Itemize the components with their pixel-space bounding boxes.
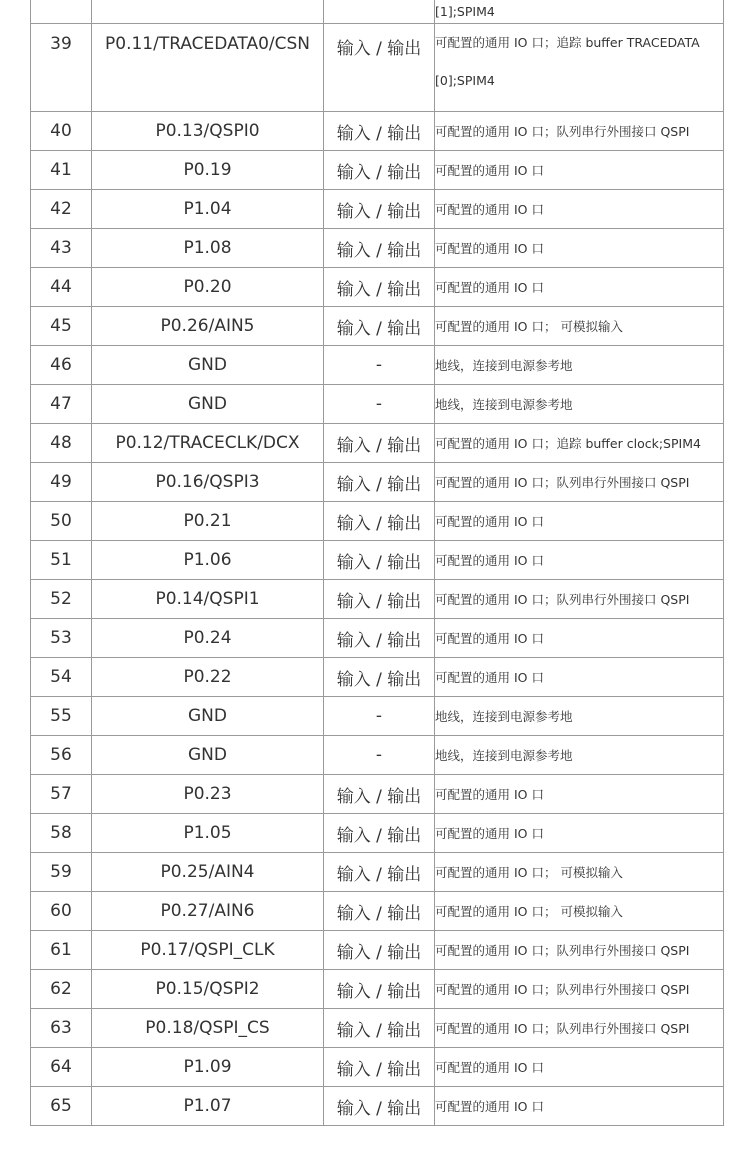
pin-desc-cell: 可配置的通用 IO 口 — [435, 541, 724, 580]
pin-number-cell: 61 — [31, 931, 92, 970]
pin-type-cell: - — [324, 385, 435, 424]
pin-type-cell: 输入 / 输出 — [324, 658, 435, 697]
table-row — [31, 541, 724, 580]
pin-number-cell: 45 — [31, 307, 92, 346]
pin-type-cell: 输入 / 输出 — [324, 463, 435, 502]
pin-number-cell: 57 — [31, 775, 92, 814]
pin-name-cell: GND — [92, 736, 324, 775]
table-row — [31, 970, 724, 1009]
pin-desc-cell: 地线，连接到电源参考地 — [435, 697, 724, 736]
table-row — [31, 931, 724, 970]
pin-number-cell: 41 — [31, 151, 92, 190]
pin-type-cell: 输入 / 输出 — [324, 892, 435, 931]
pin-name-cell: P0.16/QSPI3 — [92, 463, 324, 502]
pin-desc-line-1: 可配置的通用 IO 口；追踪 buffer TRACEDATA — [435, 35, 700, 50]
table-row — [31, 190, 724, 229]
pin-name-cell: P0.21 — [92, 502, 324, 541]
pin-desc-cell: 可配置的通用 IO 口 — [435, 619, 724, 658]
pin-desc-cell: 可配置的通用 IO 口；追踪 buffer clock;SPIM4 — [435, 424, 724, 463]
pin-desc-cell: 可配置的通用 IO 口 — [435, 190, 724, 229]
pin-type-cell: 输入 / 输出 — [324, 931, 435, 970]
pin-number-cell: 42 — [31, 190, 92, 229]
pin-name-cell: P1.09 — [92, 1048, 324, 1087]
pin-type-cell: 输入 / 输出 — [324, 580, 435, 619]
table-row — [31, 112, 724, 151]
table-row — [31, 775, 724, 814]
pin-desc-cell: 可配置的通用 IO 口 — [435, 775, 724, 814]
pin-type-cell: 输入 / 输出 — [324, 1048, 435, 1087]
pin-desc-cell: 可配置的通用 IO 口 — [435, 151, 724, 190]
pin-type-cell: 输入 / 输出 — [324, 307, 435, 346]
table-row — [31, 24, 724, 112]
pin-number-cell: 64 — [31, 1048, 92, 1087]
pin-type-cell: - — [324, 736, 435, 775]
pin-number-cell: 47 — [31, 385, 92, 424]
pin-name-cell: P0.27/AIN6 — [92, 892, 324, 931]
pin-type-cell: 输入 / 输出 — [324, 775, 435, 814]
pin-type-cell: 输入 / 输出 — [324, 970, 435, 1009]
pin-type-cell: 输入 / 输出 — [324, 619, 435, 658]
pin-name-cell: P1.08 — [92, 229, 324, 268]
table-row — [31, 151, 724, 190]
pin-number-cell: 51 — [31, 541, 92, 580]
pin-number-cell: 62 — [31, 970, 92, 1009]
table-row — [31, 463, 724, 502]
pin-desc-cell: 可配置的通用 IO 口 — [435, 229, 724, 268]
pin-name-cell — [92, 0, 324, 24]
pin-name-cell: P0.18/QSPI_CS — [92, 1009, 324, 1048]
pin-desc-cell: 可配置的通用 IO 口；队列串行外围接口 QSPI — [435, 970, 724, 1009]
pin-number-cell: 48 — [31, 424, 92, 463]
pin-desc-cell: 可配置的通用 IO 口 — [435, 814, 724, 853]
pin-type-cell: 输入 / 输出 — [324, 814, 435, 853]
pin-type-cell: 输入 / 输出 — [324, 151, 435, 190]
pin-desc-cell: 可配置的通用 IO 口；队列串行外围接口 QSPI — [435, 112, 724, 151]
pin-desc-cell: 可配置的通用 IO 口；队列串行外围接口 QSPI — [435, 931, 724, 970]
pin-name-cell: GND — [92, 697, 324, 736]
table-row — [31, 346, 724, 385]
pin-number-cell: 43 — [31, 229, 92, 268]
pin-desc-cell: 可配置的通用 IO 口 — [435, 1087, 724, 1126]
pin-name-cell: P0.13/QSPI0 — [92, 112, 324, 151]
pin-name-cell: P1.04 — [92, 190, 324, 229]
table-row — [31, 229, 724, 268]
pin-desc-cell: 可配置的通用 IO 口 — [435, 1048, 724, 1087]
table-row — [31, 307, 724, 346]
pin-type-cell: 输入 / 输出 — [324, 502, 435, 541]
pin-type-cell: 输入 / 输出 — [324, 1087, 435, 1126]
pin-number-cell — [31, 0, 92, 24]
pin-desc-cell: 可配置的通用 IO 口；队列串行外围接口 QSPI — [435, 580, 724, 619]
pin-desc-cell: 地线，连接到电源参考地 — [435, 736, 724, 775]
pin-desc-cell: 可配置的通用 IO 口； 可模拟输入 — [435, 853, 724, 892]
pin-number-cell: 55 — [31, 697, 92, 736]
pin-desc-cell: 地线，连接到电源参考地 — [435, 346, 724, 385]
pin-type-cell: 输入 / 输出 — [324, 853, 435, 892]
pin-type-cell: 输入 / 输出 — [324, 112, 435, 151]
pin-name-cell: P0.26/AIN5 — [92, 307, 324, 346]
pin-name-cell: P0.11/TRACEDATA0/CSN — [92, 24, 324, 112]
pin-type-cell: - — [324, 346, 435, 385]
table-row — [31, 619, 724, 658]
pin-desc-cell: 可配置的通用 IO 口；队列串行外围接口 QSPI — [435, 463, 724, 502]
pin-type-cell: 输入 / 输出 — [324, 424, 435, 463]
pin-type-cell: 输入 / 输出 — [324, 190, 435, 229]
table-row — [31, 580, 724, 619]
pin-name-cell: GND — [92, 346, 324, 385]
pin-number-cell: 39 — [31, 24, 92, 112]
pin-table — [30, 0, 724, 1126]
pin-number-cell: 63 — [31, 1009, 92, 1048]
pin-desc-cell — [435, 24, 724, 112]
pin-desc-line-2: [0];SPIM4 — [435, 73, 495, 88]
pin-number-cell: 53 — [31, 619, 92, 658]
pin-desc-cell: 可配置的通用 IO 口； 可模拟输入 — [435, 892, 724, 931]
pin-type-cell: 输入 / 输出 — [324, 1009, 435, 1048]
pin-type-cell: 输入 / 输出 — [324, 24, 435, 112]
pin-number-cell: 60 — [31, 892, 92, 931]
pin-desc-cell: 可配置的通用 IO 口； 可模拟输入 — [435, 307, 724, 346]
pin-name-cell: P0.17/QSPI_CLK — [92, 931, 324, 970]
table-row — [31, 1009, 724, 1048]
pin-name-cell: GND — [92, 385, 324, 424]
table-row — [31, 1048, 724, 1087]
pin-desc-cell: 地线，连接到电源参考地 — [435, 385, 724, 424]
pin-name-cell: P1.07 — [92, 1087, 324, 1126]
table-row — [31, 385, 724, 424]
pin-desc-cell: 可配置的通用 IO 口 — [435, 502, 724, 541]
pin-name-cell: P0.19 — [92, 151, 324, 190]
pin-name-cell: P1.05 — [92, 814, 324, 853]
pin-number-cell: 58 — [31, 814, 92, 853]
pin-name-cell: P0.14/QSPI1 — [92, 580, 324, 619]
pin-number-cell: 49 — [31, 463, 92, 502]
pin-name-cell: P1.06 — [92, 541, 324, 580]
pin-name-cell: P0.23 — [92, 775, 324, 814]
pin-number-cell: 46 — [31, 346, 92, 385]
table-row — [31, 424, 724, 463]
table-row — [31, 1087, 724, 1126]
pin-number-cell: 52 — [31, 580, 92, 619]
pin-name-cell: P0.22 — [92, 658, 324, 697]
pin-number-cell: 56 — [31, 736, 92, 775]
pin-number-cell: 59 — [31, 853, 92, 892]
table-row — [31, 736, 724, 775]
pin-type-cell — [324, 0, 435, 24]
pin-desc-cell: 可配置的通用 IO 口 — [435, 268, 724, 307]
pin-number-cell: 40 — [31, 112, 92, 151]
table-row — [31, 814, 724, 853]
pin-table-body — [31, 0, 724, 1126]
pin-type-cell: - — [324, 697, 435, 736]
table-row-partial — [31, 0, 724, 24]
pin-name-cell: P0.25/AIN4 — [92, 853, 324, 892]
pin-type-cell: 输入 / 输出 — [324, 541, 435, 580]
pin-name-cell: P0.15/QSPI2 — [92, 970, 324, 1009]
table-row — [31, 697, 724, 736]
pin-number-cell: 65 — [31, 1087, 92, 1126]
pin-number-cell: 50 — [31, 502, 92, 541]
table-row — [31, 658, 724, 697]
pin-name-cell: P0.24 — [92, 619, 324, 658]
pin-desc-cell: 可配置的通用 IO 口 — [435, 658, 724, 697]
pin-number-cell: 54 — [31, 658, 92, 697]
pin-number-cell: 44 — [31, 268, 92, 307]
table-row — [31, 853, 724, 892]
pin-name-cell: P0.20 — [92, 268, 324, 307]
pin-name-cell: P0.12/TRACECLK/DCX — [92, 424, 324, 463]
pin-type-cell: 输入 / 输出 — [324, 268, 435, 307]
table-row — [31, 892, 724, 931]
pin-desc-cell: [1];SPIM4 — [435, 0, 724, 24]
table-row — [31, 502, 724, 541]
pin-type-cell: 输入 / 输出 — [324, 229, 435, 268]
pin-desc-cell: 可配置的通用 IO 口；队列串行外围接口 QSPI — [435, 1009, 724, 1048]
table-row — [31, 268, 724, 307]
